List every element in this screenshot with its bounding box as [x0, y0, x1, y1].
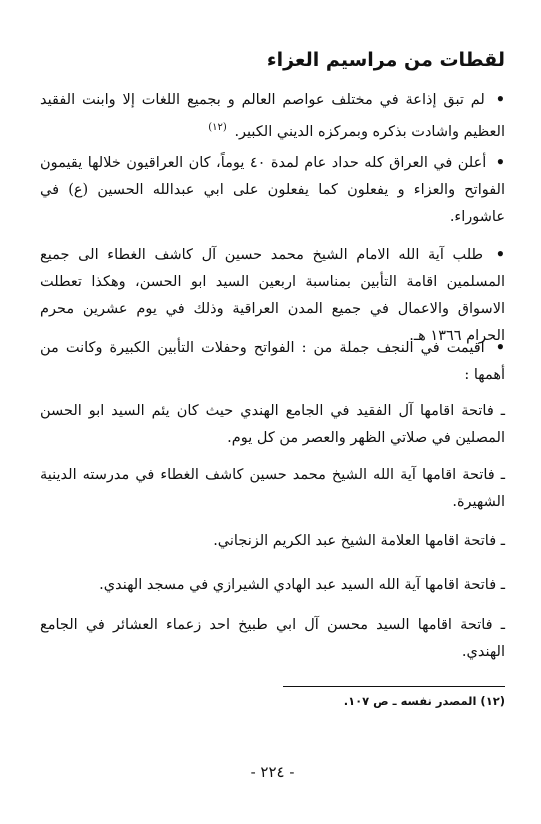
list-item-shirazi — [40, 572, 505, 599]
book-page — [40, 0, 505, 824]
list-item-zanjani — [40, 528, 505, 555]
paragraph-radio-broadcasts — [40, 86, 505, 146]
paragraph-text: ـ فاتحة اقامها آية الله السيد عبد الهادي الشيرازي في مسجد الهندي. — [99, 577, 505, 593]
bullet: • — [495, 339, 505, 356]
paragraph-text: اقيمت في النجف جملة من : الفواتح وحفلات التأبين الكبيرة وكانت من أهمها : — [40, 340, 505, 383]
paragraph-text: لم تبق إذاعة في مختلف عواصم العالم و بجميع اللغات إلا وابنت الفقيد العظيم واشادت بذكره وبمركزه الديني الكبير. — [40, 92, 505, 140]
paragraph-text: أعلن في العراق كله حداد عام لمدة ٤٠ يوماً، كان العراقيون خلالها يقيمون الفواتح والعزاء و يفعلون كما يفعلون على ابي عبدالله الحسين (ع) في عاشوراء. — [40, 155, 505, 225]
list-item-abi-tabikh — [40, 612, 505, 666]
paragraph-text: ـ فاتحة اقامها السيد محسن آل ابي طبيخ احد زعماء العشائر في الجامع الهندي. — [40, 617, 505, 660]
bullet: • — [495, 246, 505, 263]
paragraph-text: ـ فاتحة اقامها آل الفقيد في الجامع الهندي حيث كان يئم السيد ابو الحسن المصلين في صلاتي الظهر والعصر من كل يوم. — [40, 403, 505, 446]
paragraph-najaf-gatherings — [40, 334, 505, 389]
paragraph-mourning-period — [40, 149, 505, 231]
section-heading: لقطات من مراسيم العزاء — [266, 49, 505, 71]
footnote-reference: (١٢) — [208, 122, 227, 133]
footnote: (١٢) المصدر نفسه ـ ص ١٠٧. — [343, 694, 505, 708]
paragraph-text: ـ فاتحة اقامها آية الله الشيخ محمد حسين كاشف الغطاء في مدرسته الدينية الشهيرة. — [40, 467, 505, 510]
footnote-divider — [283, 686, 505, 687]
list-item-indian-mosque-family — [40, 398, 505, 452]
list-item-kashif-al-ghita — [40, 462, 505, 516]
bullet: • — [495, 154, 506, 171]
page-number: - ٢٢٤ - — [250, 763, 295, 781]
bullet: • — [495, 91, 505, 108]
paragraph-text: طلب آية الله الامام الشيخ محمد حسين آل كاشف الغطاء الى جميع المسلمين اقامة التأبين بمناسبة اربعين السيد ابو الحسن، وهكذا تعطلت الاسواق والاعمال في جميع المدن العراقية وذلك في يوم عشرين محرم الحرام ١٣٦٦ هـ. — [40, 247, 505, 344]
paragraph-text: ـ فاتحة اقامها العلامة الشيخ عبد الكريم الزنجاني. — [213, 533, 505, 549]
